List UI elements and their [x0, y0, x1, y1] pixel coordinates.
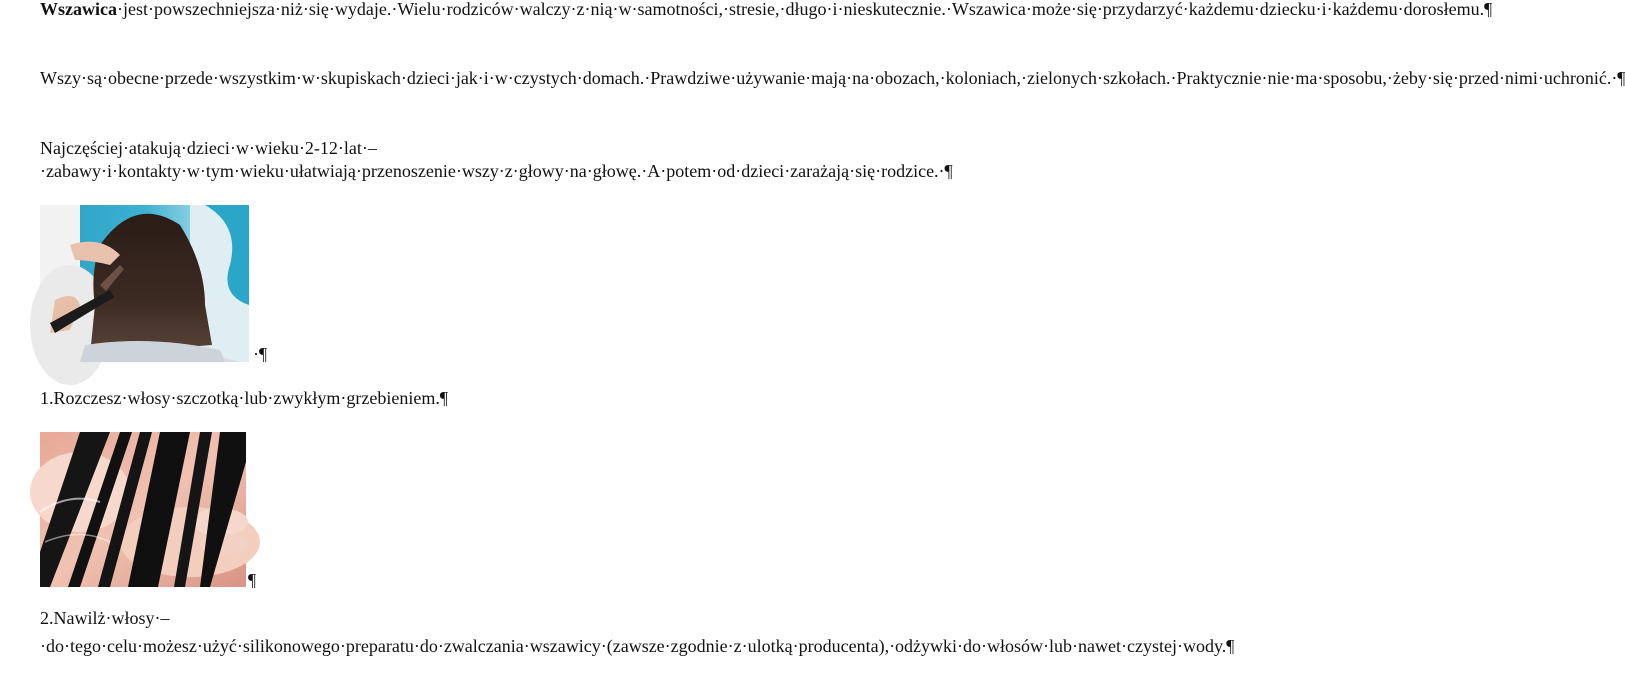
intro-text: ·jest·powszechniejsza·niż·się·wydaje.·Wielu·rodziców·walczy·z·nią·w·samotności,·stresie,·długo·i·nieskutecznie.·Wszawica·może·się·przydarzyć·każdemu·dziecku·i·każdemu·dorosłemu.¶: [116, 0, 1493, 19]
step-2-text: 2.Nawilż·włosy·–·do·tego·celu·możesz·użyć·silikonowego·preparatu·do·zwalczania·wszawicy·(zawsze·zgodnie·z·ulotką·producenta),·odżywki·do·włosów·lub·nawet·czystej·wody.¶: [40, 608, 1235, 656]
lice-presence-paragraph: Wszy·są·obecne·przede·wszystkim·w·skupiskach·dzieci·jak·i·w·czystych·domach.·Prawdziwe·używanie·mają·na·obozach,·koloniach,·zielonych·szkołach.·Praktycznie·nie·ma·sposobu,·żeby·się·przed·nimi·uchronić.·¶: [40, 68, 1625, 88]
image1-paragraph-mark: ·¶: [253, 344, 268, 364]
intro-bold-term: Wszawica: [40, 0, 117, 19]
children-age-paragraph: Najczęściej·atakują·dzieci·w·wieku·2-12·lat·–·zabawy·i·kontakty·w·tym·wieku·ułatwiają·przenoszenie·wszy·z·głowy·na·głowę.·A·potem·od·dzieci·zarażają·się·rodzice.·¶: [40, 138, 953, 181]
combing-hair-photo: [40, 205, 249, 362]
intro-paragraph: [40, 0, 1493, 21]
image2-paragraph-mark: ¶: [248, 570, 257, 590]
step-1-text: 1.Rozczesz·włosy·szczotką·lub·zwykłym·grzebieniem.¶: [40, 388, 448, 408]
wet-hair-photo: [40, 432, 246, 587]
